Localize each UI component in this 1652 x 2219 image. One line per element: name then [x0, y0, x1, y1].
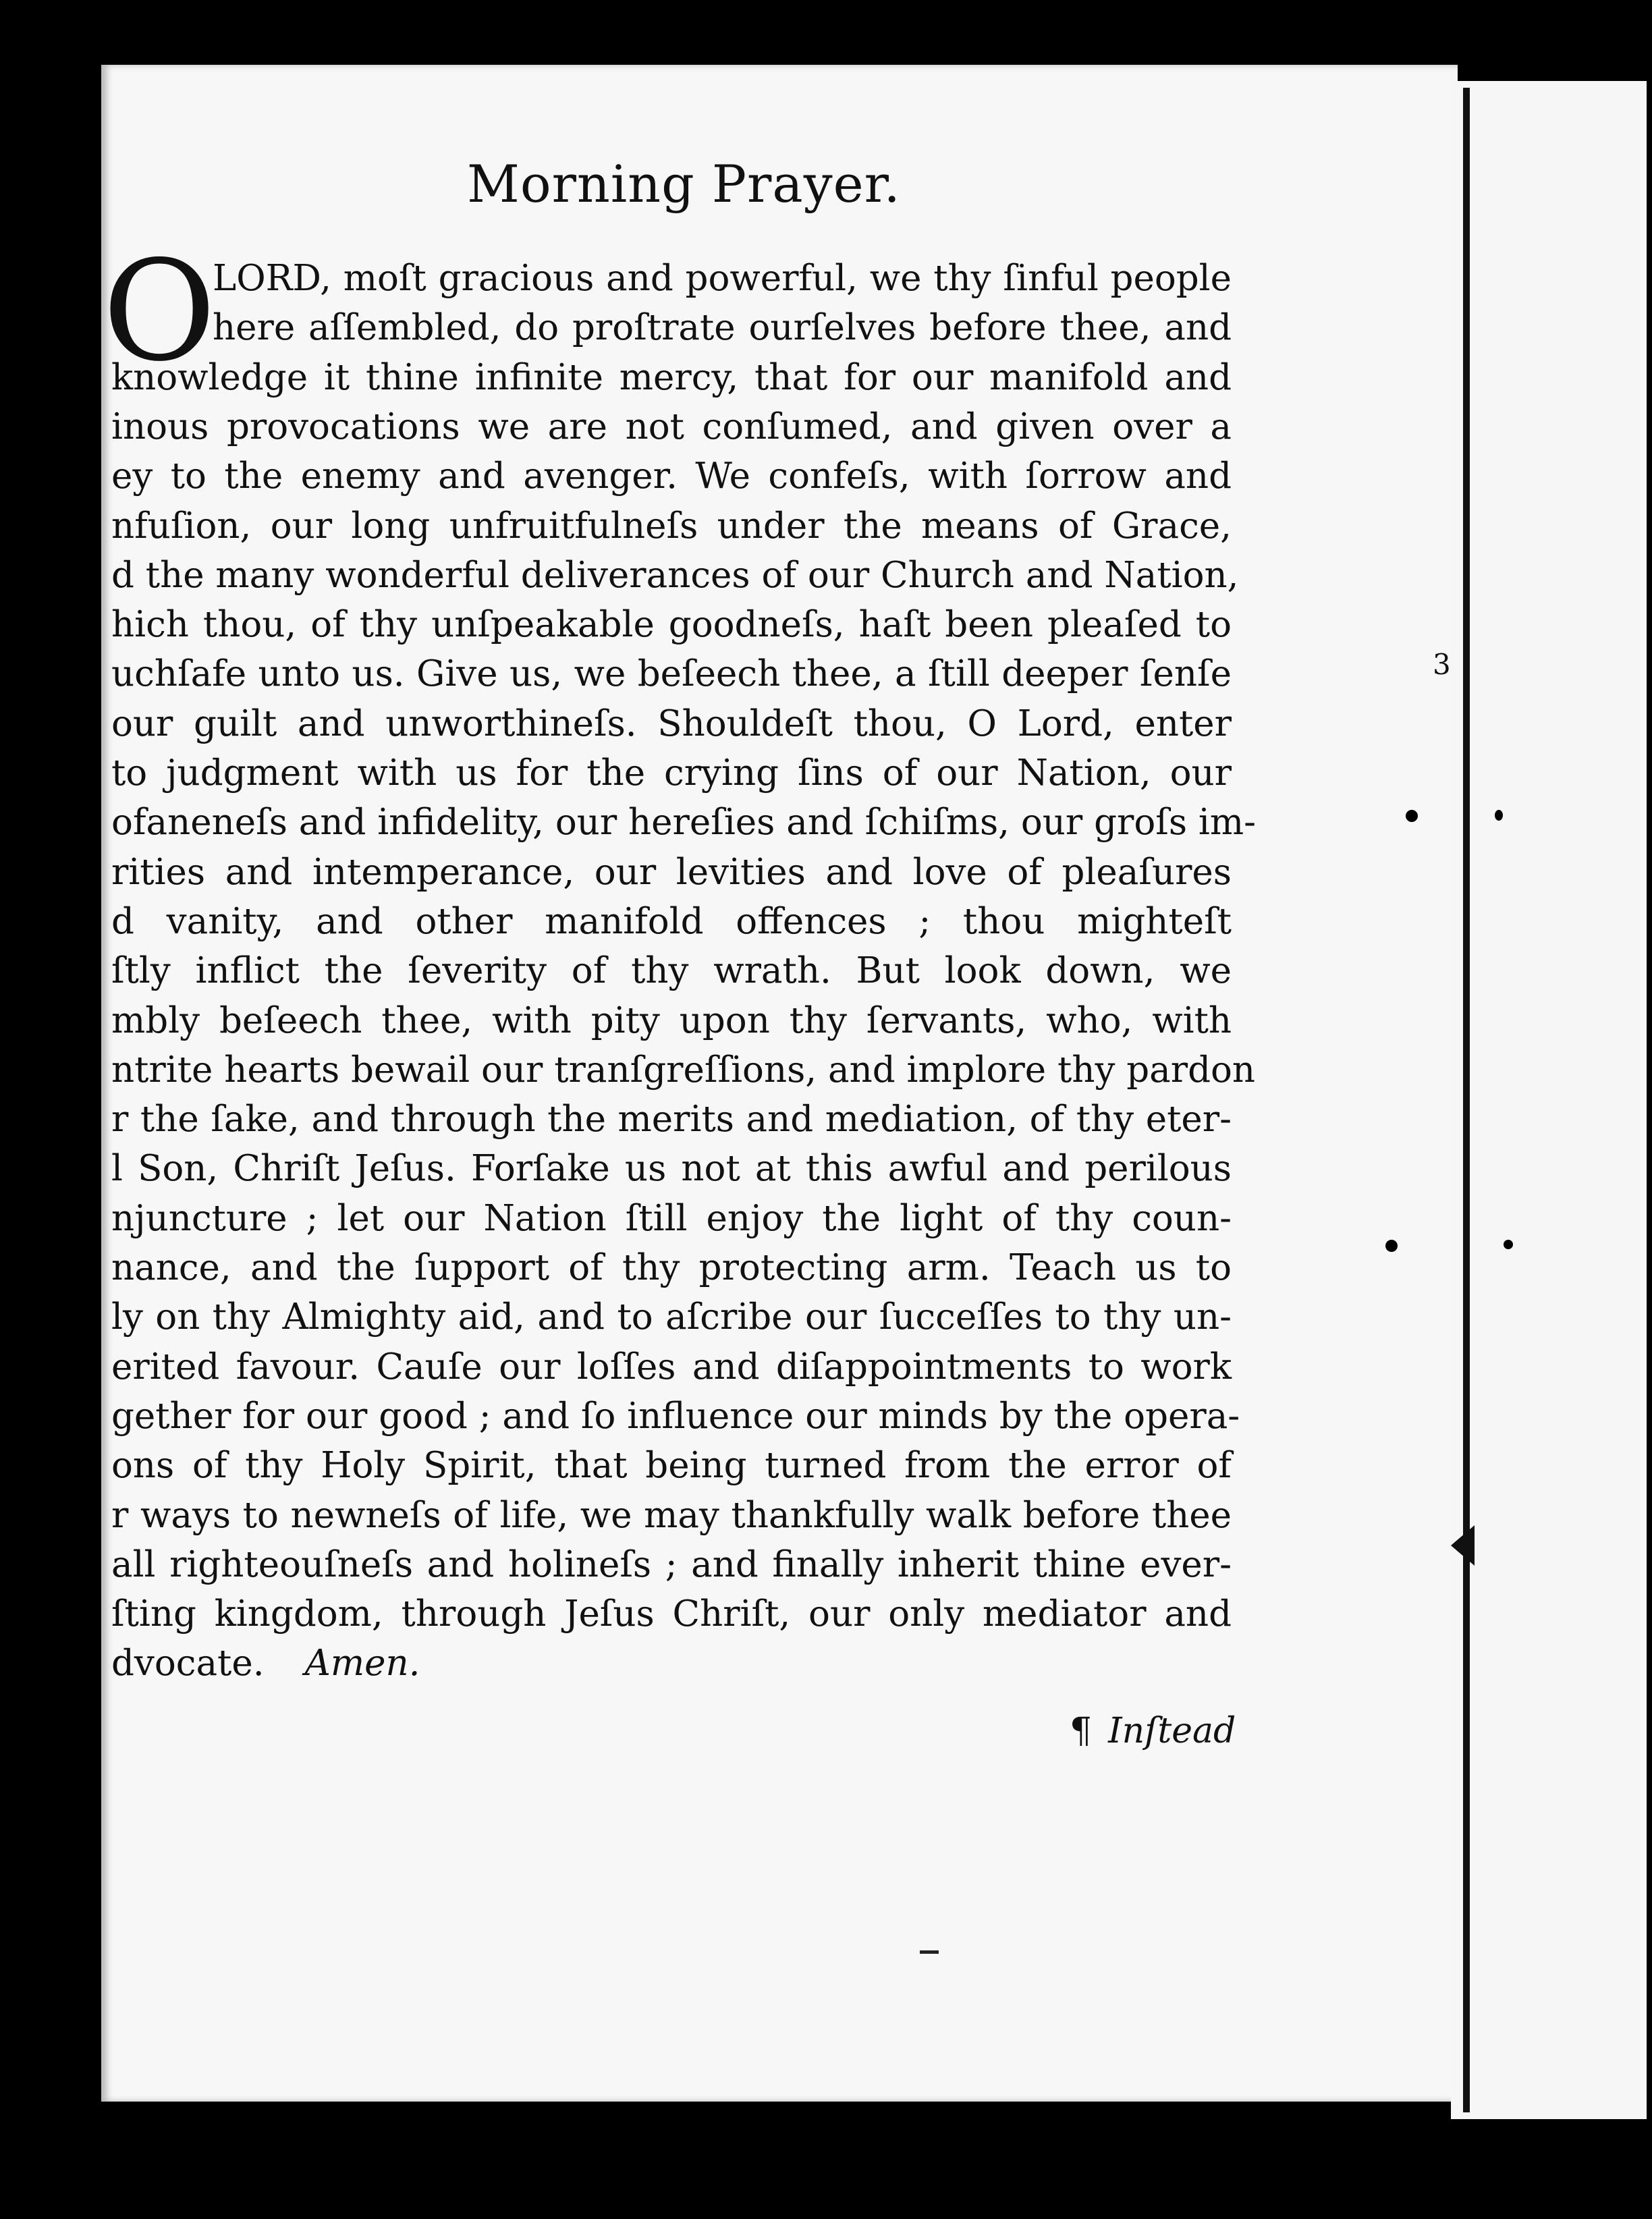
stray-mark — [920, 1950, 939, 1954]
page-title: Morning Prayer. — [467, 154, 901, 214]
text-line: ſting kingdom, through Jeſus Chriſt, our only mediator and — [111, 1593, 1232, 1635]
text-line: d the many wonderful deliverances of our Church and Nation, — [111, 554, 1239, 596]
text-line: r the ſake, and through the merits and mediation, of thy eter- — [111, 1099, 1232, 1141]
drop-cap: O — [103, 231, 217, 392]
text-line: ey to the enemy and avenger. We confeſs, with ſorrow and — [111, 456, 1232, 497]
text-line: l Son, Chriſt Jeſus. Forſake us not at this awful and perilous — [111, 1148, 1232, 1190]
page-fold — [1463, 88, 1470, 2112]
text-line: ofaneneſs and infidelity, our hereſies and ſchiſms, our groſs im- — [111, 802, 1257, 844]
text-line: LORD, moſt gracious and powerful, we thy ſinful people — [213, 258, 1232, 299]
text-line — [111, 1643, 1232, 1684]
text-line: to judgment with us for the crying ſins of our Nation, our — [111, 752, 1232, 794]
text-line: nfuſion, our long unfruitfulneſs under the means of Grace, — [111, 505, 1232, 547]
text-line: our guilt and unworthineſs. Shouldeſt thou, O Lord, enter — [111, 703, 1232, 744]
text-line: gether for our good ; and ſo influence our minds by the opera- — [111, 1395, 1240, 1437]
catchword-text: Inſtead — [1108, 1711, 1236, 1751]
margin-dot — [1504, 1240, 1513, 1249]
text-line: here aſſembled, do proſtrate ourſelves before thee, and — [213, 307, 1232, 349]
text-line: mbly beſeech thee, with pity upon thy ſervants, who, with — [111, 999, 1232, 1041]
amen: Amen. — [304, 1643, 420, 1684]
catchword — [1070, 1711, 1236, 1751]
text-line: uchſafe unto us. Give us, we beſeech thee, a ſtill deeper ſenſe — [111, 653, 1232, 695]
text-line: inous provocations we are not conſumed, and given over a — [111, 406, 1232, 447]
pilcrow-icon: ¶ — [1070, 1711, 1093, 1751]
text-line: njuncture ; let our Nation ſtill enjoy the light of thy coun- — [111, 1197, 1232, 1239]
text-line: all righteouſneſs and holineſs ; and finally inherit thine ever- — [111, 1543, 1232, 1585]
text-line: rities and intemperance, our levities and love of pleaſures — [111, 851, 1232, 893]
margin-dot — [1406, 810, 1418, 822]
text-line: erited favour. Cauſe our loſſes and diſappointments to work — [111, 1346, 1232, 1388]
right-page — [1451, 81, 1647, 2119]
text-line: hich thou, of thy unſpeakable goodneſs, haſt been pleaſed to — [111, 604, 1232, 646]
text-line-content: dvocate. — [111, 1643, 265, 1684]
text-line: knowledge it thine infinite mercy, that for our manifold and — [111, 356, 1232, 398]
text-line: nance, and the ſupport of thy protecting arm. Teach us to — [111, 1247, 1232, 1288]
text-line: r ways to newneſs of life, we may thankfully walk before thee — [111, 1494, 1232, 1536]
text-line: ſtly inflict the ſeverity of thy wrath. But look down, we — [111, 950, 1232, 992]
text-line: ons of thy Holy Spirit, that being turned from the error of — [111, 1445, 1232, 1487]
margin-dot — [1495, 810, 1503, 821]
right-page-number: 3 — [1433, 648, 1451, 681]
margin-arrow-icon — [1451, 1525, 1475, 1566]
margin-dot — [1385, 1240, 1398, 1252]
text-line: ntrite hearts bewail our tranſgreſſions, and implore thy pardon — [111, 1049, 1256, 1091]
text-line: d vanity, and other manifold offences ; thou mighteſt — [111, 900, 1232, 942]
text-line: ly on thy Almighty aid, and to aſcribe our ſucceſſes to thy un- — [111, 1296, 1232, 1338]
